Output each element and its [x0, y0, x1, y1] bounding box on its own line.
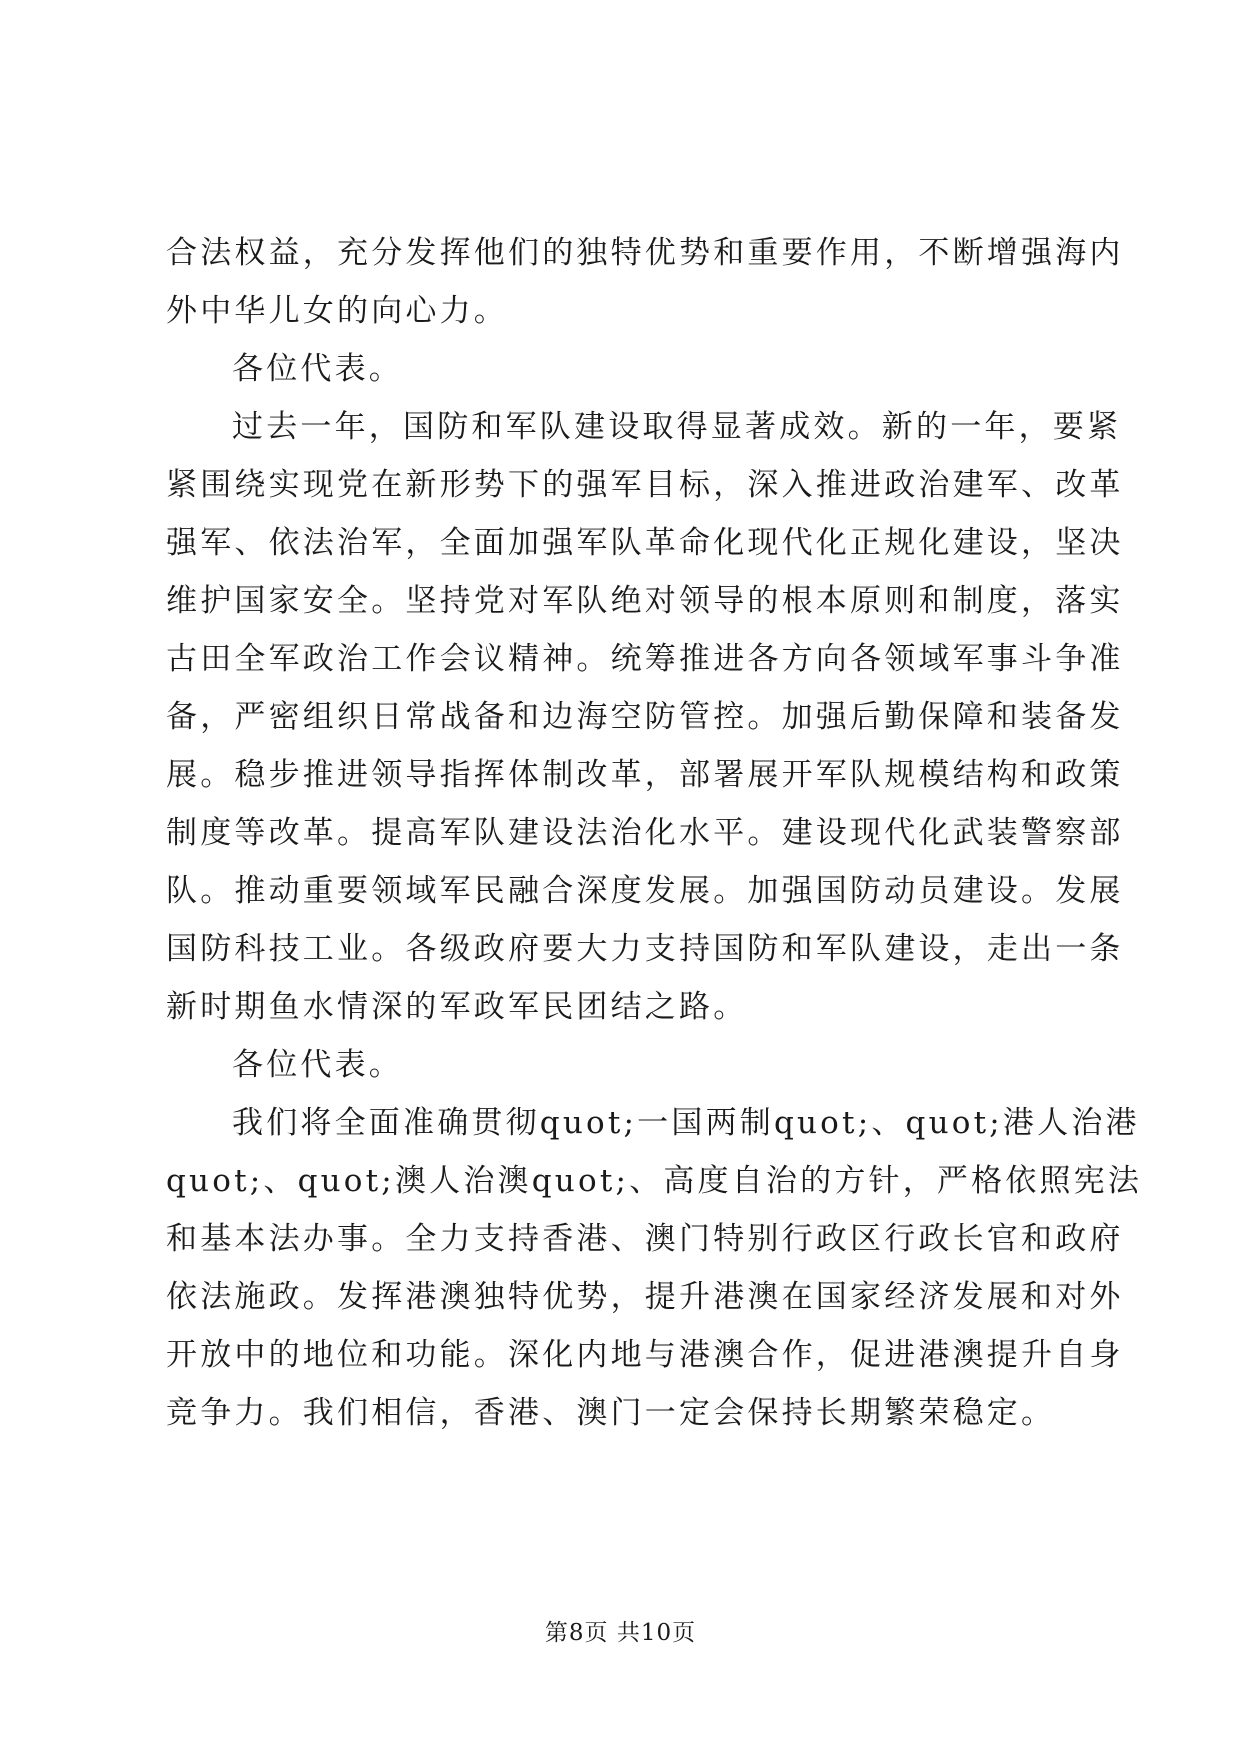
text-line: 展。稳步推进领导指挥体制改革，部署展开军队规模结构和政策 — [166, 757, 1124, 793]
text-line: 古田全军政治工作会议精神。统筹推进各方向各领域军事斗争准 — [166, 641, 1124, 677]
text-line: 强军、依法治军，全面加强军队革命化现代化正规化建设，坚决 — [166, 525, 1124, 561]
text-line: 维护国家安全。坚持党对军队绝对领导的根本原则和制度，落实 — [166, 583, 1124, 619]
text-line: 制度等改革。提高军队建设法治化水平。建设现代化武装警察部 — [166, 815, 1124, 851]
text-line: 紧围绕实现党在新形势下的强军目标，深入推进政治建军、改革 — [166, 467, 1124, 503]
paragraph-start-line: 过去一年，国防和军队建设取得显著成效。新的一年，要紧 — [232, 409, 1122, 445]
paragraph-start-line: 我们将全面准确贯彻quot;一国两制quot;、quot;港人治港 — [232, 1105, 1140, 1141]
text-line: quot;、quot;澳人治澳quot;、高度自治的方针，严格依照宪法 — [166, 1163, 1143, 1199]
text-line: 合法权益，充分发挥他们的独特优势和重要作用，不断增强海内 — [166, 235, 1124, 271]
section-salutation: 各位代表。 — [232, 1047, 403, 1083]
text-line: 备，严密组织日常战备和边海空防管控。加强后勤保障和装备发 — [166, 699, 1124, 735]
text-line: 竞争力。我们相信，香港、澳门一定会保持长期繁荣稳定。 — [166, 1395, 1056, 1431]
text-line: 依法施政。发挥港澳独特优势，提升港澳在国家经济发展和对外 — [166, 1279, 1124, 1315]
text-line: 开放中的地位和功能。深化内地与港澳合作，促进港澳提升自身 — [166, 1337, 1124, 1373]
text-line: 国防科技工业。各级政府要大力支持国防和军队建设，走出一条 — [166, 931, 1124, 967]
page-number-footer: 第8页 共10页 — [544, 1620, 697, 1646]
section-salutation: 各位代表。 — [232, 351, 403, 387]
document-body — [166, 224, 1143, 1442]
text-line: 队。推动重要领域军民融合深度发展。加强国防动员建设。发展 — [166, 873, 1124, 909]
text-line: 和基本法办事。全力支持香港、澳门特别行政区行政长官和政府 — [166, 1221, 1124, 1257]
text-line: 外中华儿女的向心力。 — [166, 293, 508, 329]
text-line: 新时期鱼水情深的军政军民团结之路。 — [166, 989, 748, 1025]
